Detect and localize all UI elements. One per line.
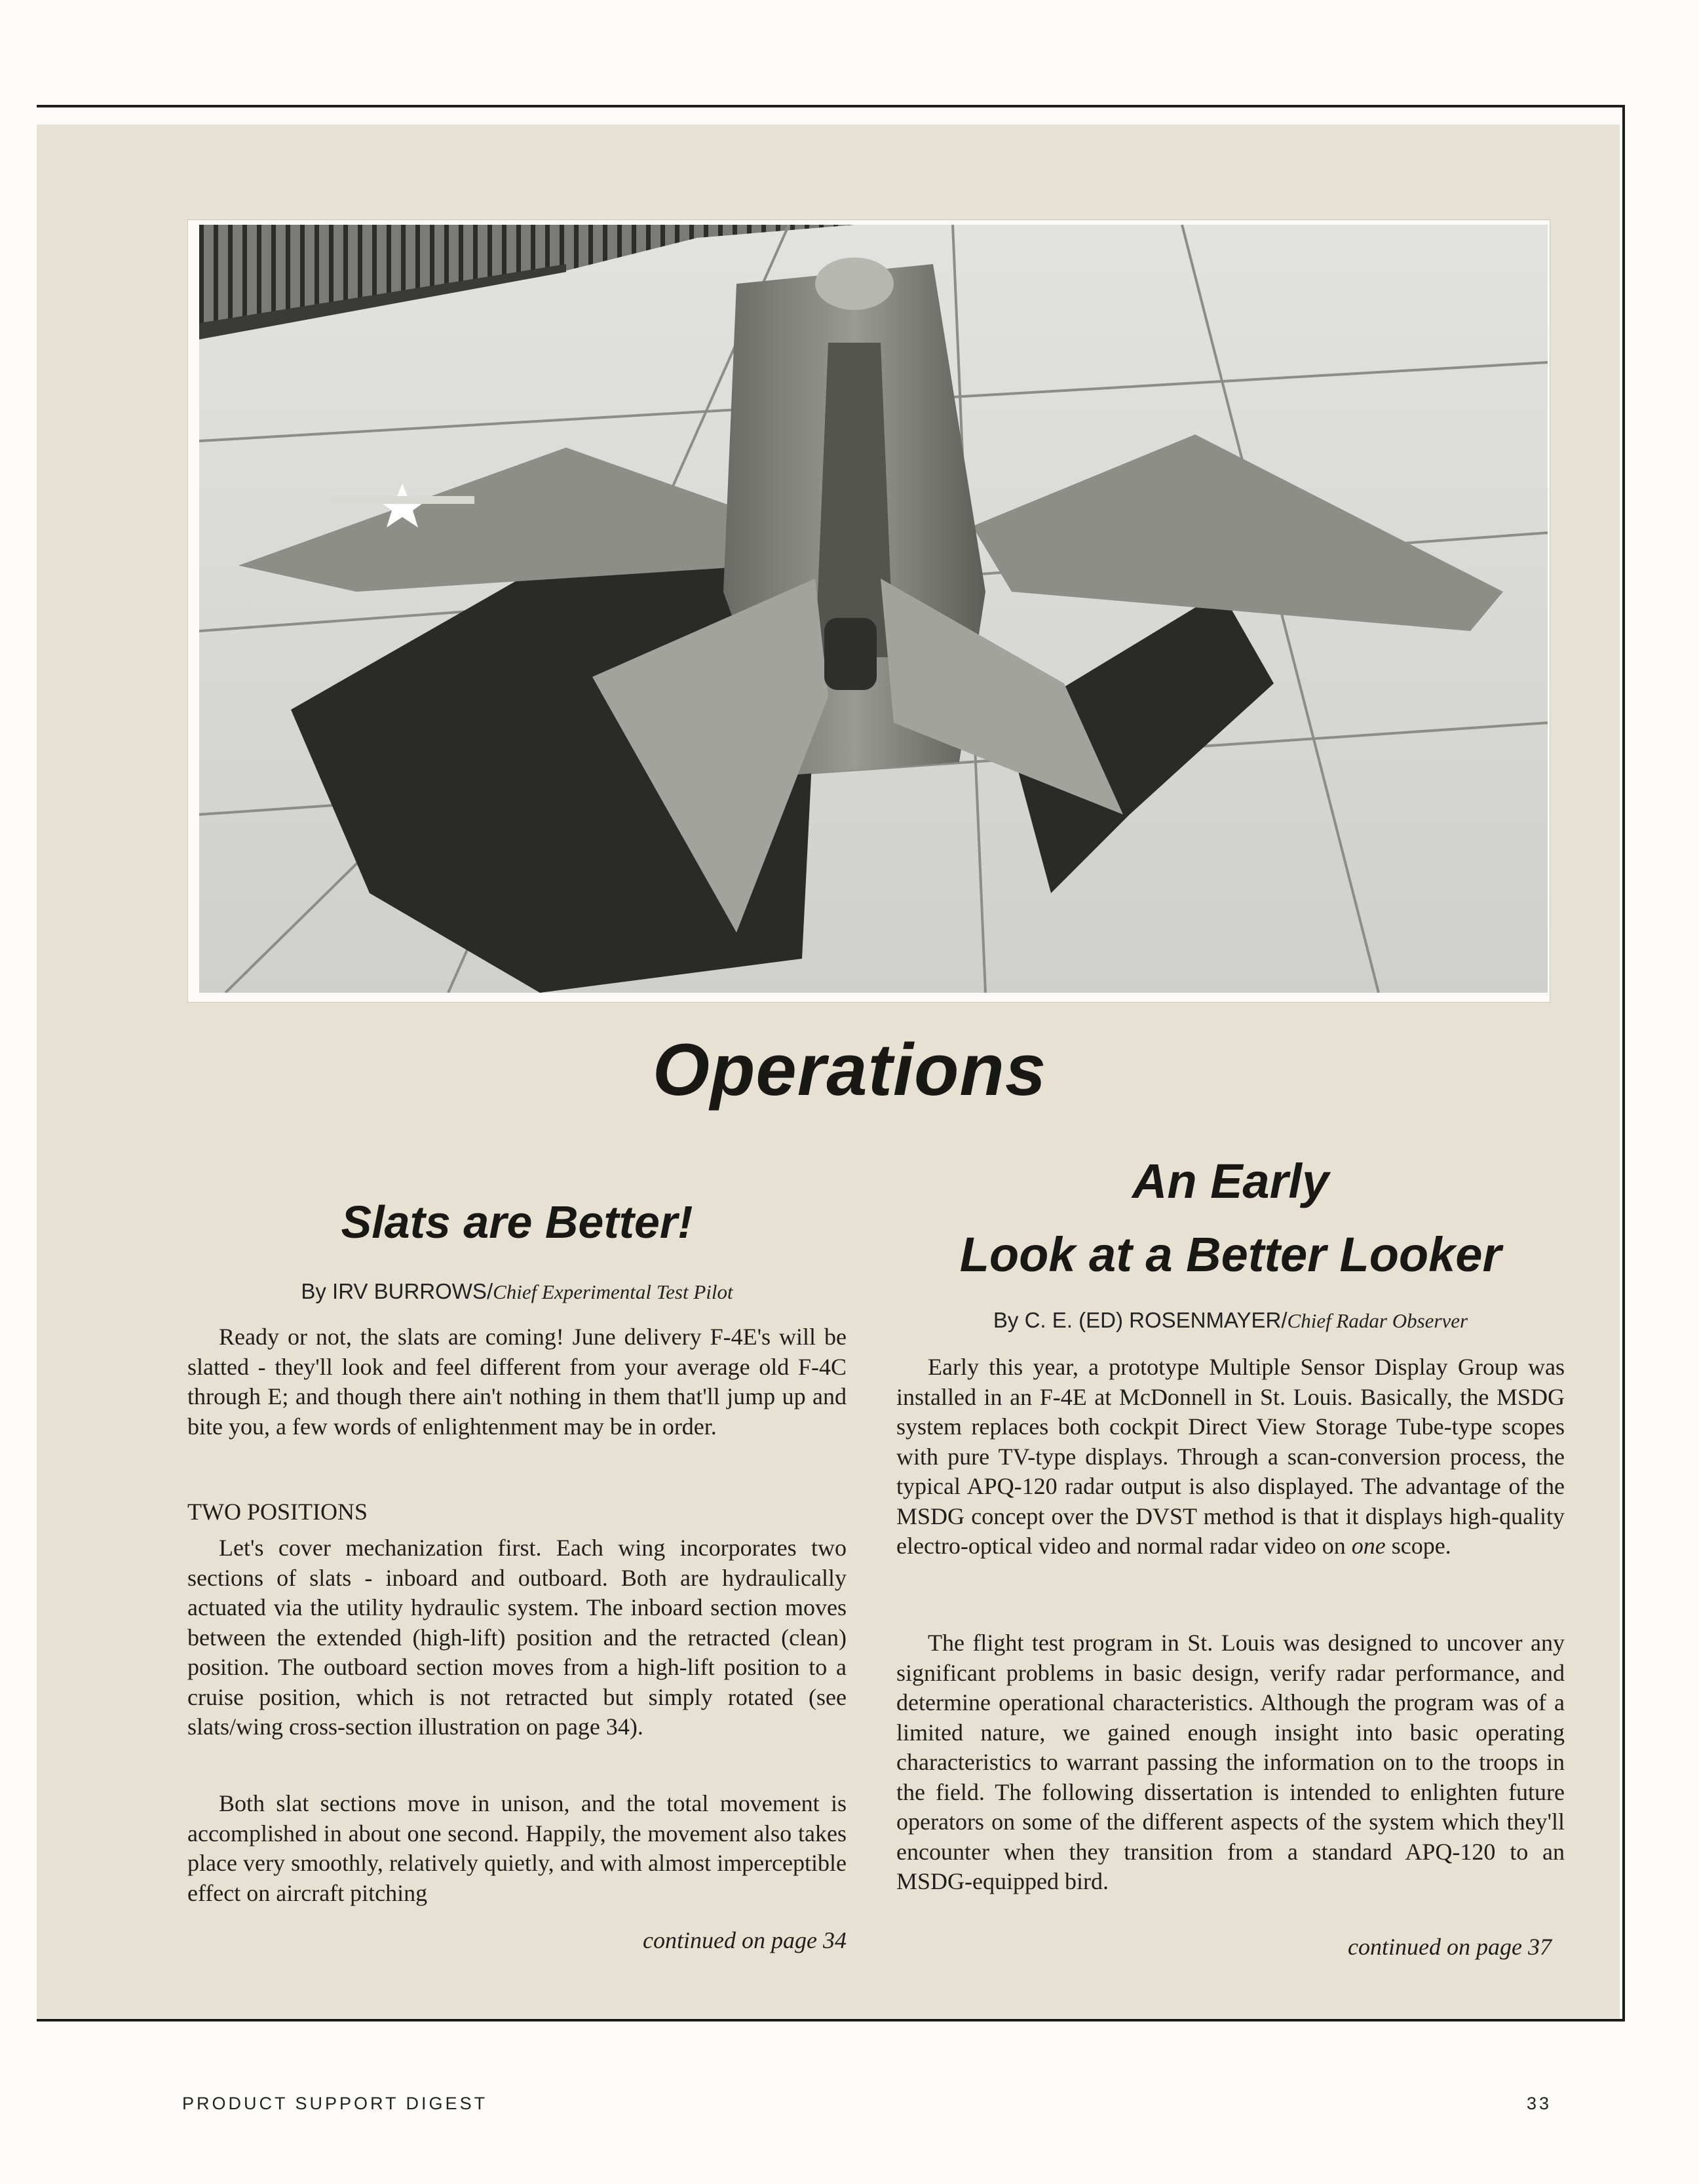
continued-note: continued on page 34 — [643, 1927, 847, 1953]
article-right-title-line1: An Early — [1132, 1154, 1329, 1208]
article-right-byline — [896, 1308, 1565, 1333]
byline-name: By IRV BURROWS/ — [301, 1279, 493, 1303]
byline-name: By C. E. (ED) ROSENMAYER/ — [993, 1308, 1288, 1332]
aircraft-photo — [199, 225, 1548, 993]
paragraph — [896, 1352, 1565, 1561]
paragraph: The flight test program in St. Louis was designed to uncover any significant problems in basic design, verify radar performance, and determine operational characteristics. Although the program was of a limited nature, we gained enough insight into basic operating characteristics to warrant passing the information on to the troops in the field. The following dissertation is intended to enlighten future operators on some of the different aspects of the system which they'll encounter when they transition from a standard APQ-120 to an MSDG-equipped bird. — [896, 1630, 1565, 1894]
paragraph-text: scope. — [1385, 1533, 1451, 1559]
emphasis: one — [1351, 1533, 1386, 1559]
paragraph: Both slat sections move in unison, and the total movement is accomplished in about one second. Happily, the movement also takes place very smoothly, relatively quietly, and with almost imperceptible effect on aircraft pitching — [187, 1790, 847, 1906]
bottom-rule — [37, 2019, 1625, 2021]
paragraph-text: Early this year, a prototype Multiple Sensor Display Group was installed in an F-4E at McDonnell in St. Louis. Basically, the MSDG system replaces both cockpit Direct View Storage Tube-type scopes with pure TV-type displays. Through a scan-conversion process, the typical APQ-120 radar output is also displayed. The advantage of the MSDG concept over the DVST method is that it displays high-quality electro-optical video and normal radar video on — [896, 1354, 1565, 1559]
top-rule — [37, 105, 1625, 107]
byline-role: Chief Radar Observer — [1287, 1309, 1468, 1332]
footer-publication: PRODUCT SUPPORT DIGEST — [182, 2094, 488, 2113]
paragraph: Let's cover mechanization first. Each wing incorporates two sections of slats - inboard and outboard. Both are hydraulically actuated via the utility hydraulic system. The inboard section moves between the extended (high-lift) position and the retracted (clean) position. The outboard section moves from a high-lift position to a cruise position, which is not retracted but simply rotated (see slats/wing cross-section illustration on page 34). — [187, 1535, 847, 1740]
section-title: Operations — [652, 1029, 1047, 1111]
continued-note: continued on page 37 — [1348, 1934, 1552, 1960]
article-right-title-line2: Look at a Better Looker — [959, 1227, 1502, 1282]
article-left-title: Slats are Better! — [341, 1197, 693, 1248]
article-left-byline — [187, 1279, 847, 1304]
byline-role: Chief Experimental Test Pilot — [493, 1280, 733, 1303]
footer-page-number: 33 — [1527, 2094, 1552, 2113]
subhead: TWO POSITIONS — [187, 1499, 368, 1525]
paragraph: Ready or not, the slats are coming! June delivery F-4E's will be slatted - they'll look and feel different from your average old F-4C through E; and though there ain't nothing in them that'll jump up and bite you, a few words of enlightenment may be in order. — [187, 1324, 847, 1440]
